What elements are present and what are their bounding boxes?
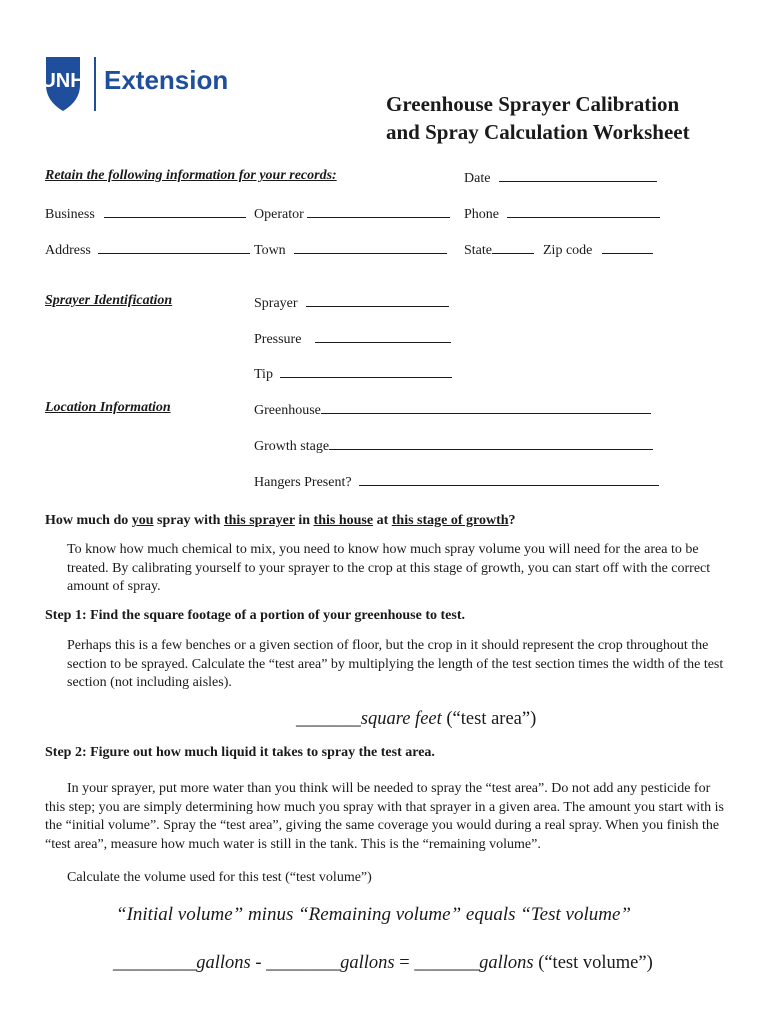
sprayer-identification-heading: Sprayer Identification [45, 293, 173, 308]
greenhouse-label: Greenhouse [254, 403, 321, 418]
address-field[interactable] [45, 239, 250, 260]
operator-field[interactable] [254, 203, 450, 224]
state-field[interactable] [464, 239, 534, 260]
step2-paragraph: In your sprayer, put more water than you think will be needed to spray the “test area”. Do not add any pesticide for this step; you are simply determining how much you spray with that sprayer in a given area. The amount you start with is the “initial volume”. Spray the “test area”, giving the same coverage you would during a real spray. When you finish the “test area”, measure how much water is still in the tank. This is the “remaining volume”. [45, 781, 724, 852]
date-label: Date [464, 171, 491, 186]
pressure-field[interactable] [254, 328, 451, 349]
unh-extension-logo [41, 55, 229, 113]
operator-label: Operator [254, 207, 304, 222]
growth-stage-field[interactable] [254, 435, 653, 456]
sprayer-input-line[interactable] [306, 292, 449, 307]
intro-paragraph: To know how much chemical to mix, you need to know how much spray volume you will need for the area to be treated. By calibrating yourself to your sprayer to the crop at this stage of growth, you can start off with the correct amount of spray. [67, 542, 711, 594]
phone-field[interactable] [464, 203, 660, 224]
pressure-input-line[interactable] [315, 328, 451, 343]
main-question: How much do you spray with this sprayer in this house at this stage of growth? [45, 513, 516, 528]
logo-divider [94, 57, 96, 111]
calc-instruction: Calculate the volume used for this test (“test volume”) [67, 870, 372, 885]
location-information-heading: Location Information [45, 400, 171, 415]
phone-input-line[interactable] [507, 203, 660, 218]
phone-label: Phone [464, 207, 499, 222]
zip-input-line[interactable] [602, 239, 653, 254]
logo-mark: UNH [41, 70, 85, 92]
test-area-answer[interactable] [296, 709, 536, 730]
date-input-line[interactable] [499, 167, 657, 182]
address-input-line[interactable] [98, 239, 250, 254]
tip-field[interactable] [254, 363, 452, 384]
step2-heading: Step 2: Figure out how much liquid it takes to spray the test area. [45, 745, 435, 760]
tip-input-line[interactable] [280, 363, 452, 378]
operator-input-line[interactable] [307, 203, 450, 218]
page-title-line-2: and Spray Calculation Worksheet [386, 120, 690, 144]
logo-text: Extension [104, 65, 229, 95]
step1-paragraph: Perhaps this is a few benches or a given section of floor, but the crop in it should represent the crop throughout the section to be sprayed. Calculate the “test area” by multiplying the length of the test section times the width of the test section (not including aisles). [67, 638, 724, 690]
volume-formula: “Initial volume” minus “Remaining volume” equals “Test volume” [116, 904, 631, 925]
town-input-line[interactable] [294, 239, 447, 254]
state-input-line[interactable] [492, 239, 534, 254]
address-label: Address [45, 243, 91, 258]
square-feet-unit: square feet [360, 709, 442, 729]
sprayer-label: Sprayer [254, 296, 298, 311]
tip-label: Tip [254, 367, 273, 382]
remaining-volume-blank[interactable]: ________ [266, 953, 341, 973]
date-field[interactable] [464, 167, 657, 188]
test-volume-equation[interactable]: _________gallons - ________gallons = _______gallons (“test volume”) [113, 953, 653, 973]
greenhouse-input-line[interactable] [321, 399, 651, 414]
business-label: Business [45, 207, 95, 222]
hangers-label: Hangers Present? [254, 475, 352, 490]
hangers-input-line[interactable] [359, 471, 659, 486]
growth-stage-label: Growth stage [254, 439, 330, 454]
retain-label: Retain the following information for your records: [45, 168, 337, 183]
growth-stage-input-line[interactable] [329, 435, 653, 450]
town-label: Town [254, 243, 286, 258]
test-volume-blank[interactable]: _______ [414, 953, 480, 973]
step1-heading: Step 1: Find the square footage of a portion of your greenhouse to test. [45, 608, 465, 623]
town-field[interactable] [254, 239, 447, 260]
test-area-caption: (“test area”) [441, 709, 537, 729]
greenhouse-field[interactable] [254, 399, 651, 420]
page-title-line-1: Greenhouse Sprayer Calibration [386, 92, 680, 116]
initial-volume-blank[interactable]: _________ [113, 953, 197, 973]
hangers-field[interactable] [254, 471, 659, 492]
pressure-label: Pressure [254, 332, 302, 347]
business-field[interactable] [45, 203, 246, 224]
test-area-blank[interactable]: _______ [296, 709, 361, 729]
state-label: State [464, 243, 492, 258]
business-input-line[interactable] [104, 203, 246, 218]
sprayer-field[interactable] [254, 292, 449, 313]
zip-field[interactable] [543, 239, 653, 260]
zip-label: Zip code [543, 243, 593, 258]
